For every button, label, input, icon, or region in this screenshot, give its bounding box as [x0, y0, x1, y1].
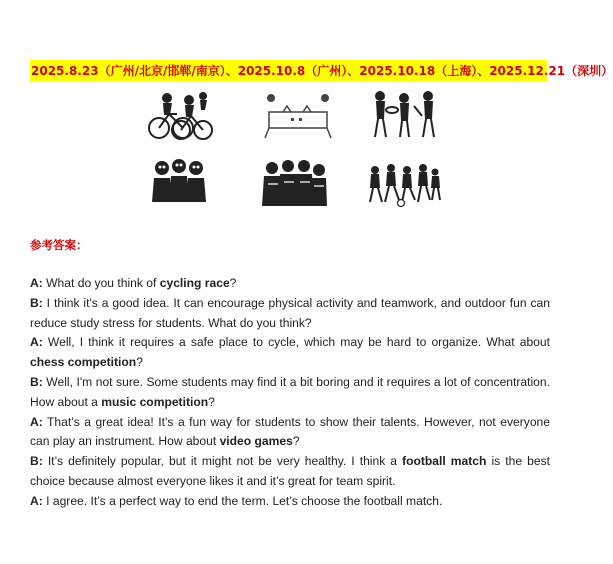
activity-keyword: football match: [402, 454, 487, 469]
speaker-label: B:: [30, 454, 43, 469]
speaker-label: A:: [30, 276, 43, 290]
speaker-label: A:: [30, 335, 43, 350]
dialogue-text: I agree. It’s a perfect way to end the term. Let’s choose the football match.: [42, 493, 443, 508]
speaker-label: A:: [30, 414, 43, 429]
speaker-label: B:: [30, 295, 43, 310]
dialogue-text: That’s a great idea! It’s a fun way for students to show their talents. However, not everyone can play an instrument. How about: [30, 414, 550, 449]
activity-keyword: cycling race: [159, 276, 230, 290]
exam-dates-text: 2025.8.23（广州/北京/邯郸/南京）、2025.10.8（广州）、2025.10.18（上海）、2025.12.21（深圳）: [31, 64, 613, 78]
dialogue-text: ?: [229, 276, 237, 290]
chess-icon: [263, 90, 333, 140]
friends-group-icon: [262, 158, 328, 210]
dialogue-line: [30, 452, 550, 492]
dialogue-text: Well, I'm not sure. Some students may find it a bit boring and it requires a lot of concentration. How about a: [30, 374, 550, 409]
music-band-icon: [368, 88, 440, 140]
speaker-label: A:: [30, 493, 43, 508]
speaker-label: B:: [30, 374, 43, 389]
dialogue-text: ?: [208, 394, 215, 409]
dialogue-line: [30, 294, 550, 334]
dialogue-text: It’s definitely popular, but it might not be very healthy. I think a: [42, 454, 403, 469]
dialogue-text: What do you think of: [42, 276, 160, 290]
activity-keyword: music competition: [101, 394, 209, 409]
dialogue-text: Well, I think it requires a safe place to cycle, which may be hard to organize. What about: [42, 335, 550, 350]
dialogue-text: ?: [136, 355, 143, 370]
dialogue-text: ?: [292, 434, 300, 449]
reference-answer-heading: 参考答案：: [30, 238, 88, 252]
exam-dates-header: [30, 60, 613, 82]
cycling-icon: [145, 88, 215, 143]
dialogue-text: is the best choice because almost everyone likes it and it’s great for team spirit.: [30, 454, 550, 488]
dialogue-line: [30, 413, 550, 453]
dialogue-line: [30, 373, 550, 413]
activity-keyword: chess competition: [30, 355, 137, 370]
dialogue-line: [30, 333, 550, 373]
dialogue: [30, 274, 550, 512]
activity-keyword: video games: [219, 434, 293, 449]
dialogue-line: [30, 492, 550, 512]
video-games-icon: [148, 158, 210, 210]
dialogue-line: [30, 274, 550, 294]
dialogue-text: I think it's a good idea. It can encourage physical activity and teamwork, and outdoor fun can reduce study stress for students. What do you think?: [30, 295, 550, 330]
football-icon: [365, 162, 441, 208]
